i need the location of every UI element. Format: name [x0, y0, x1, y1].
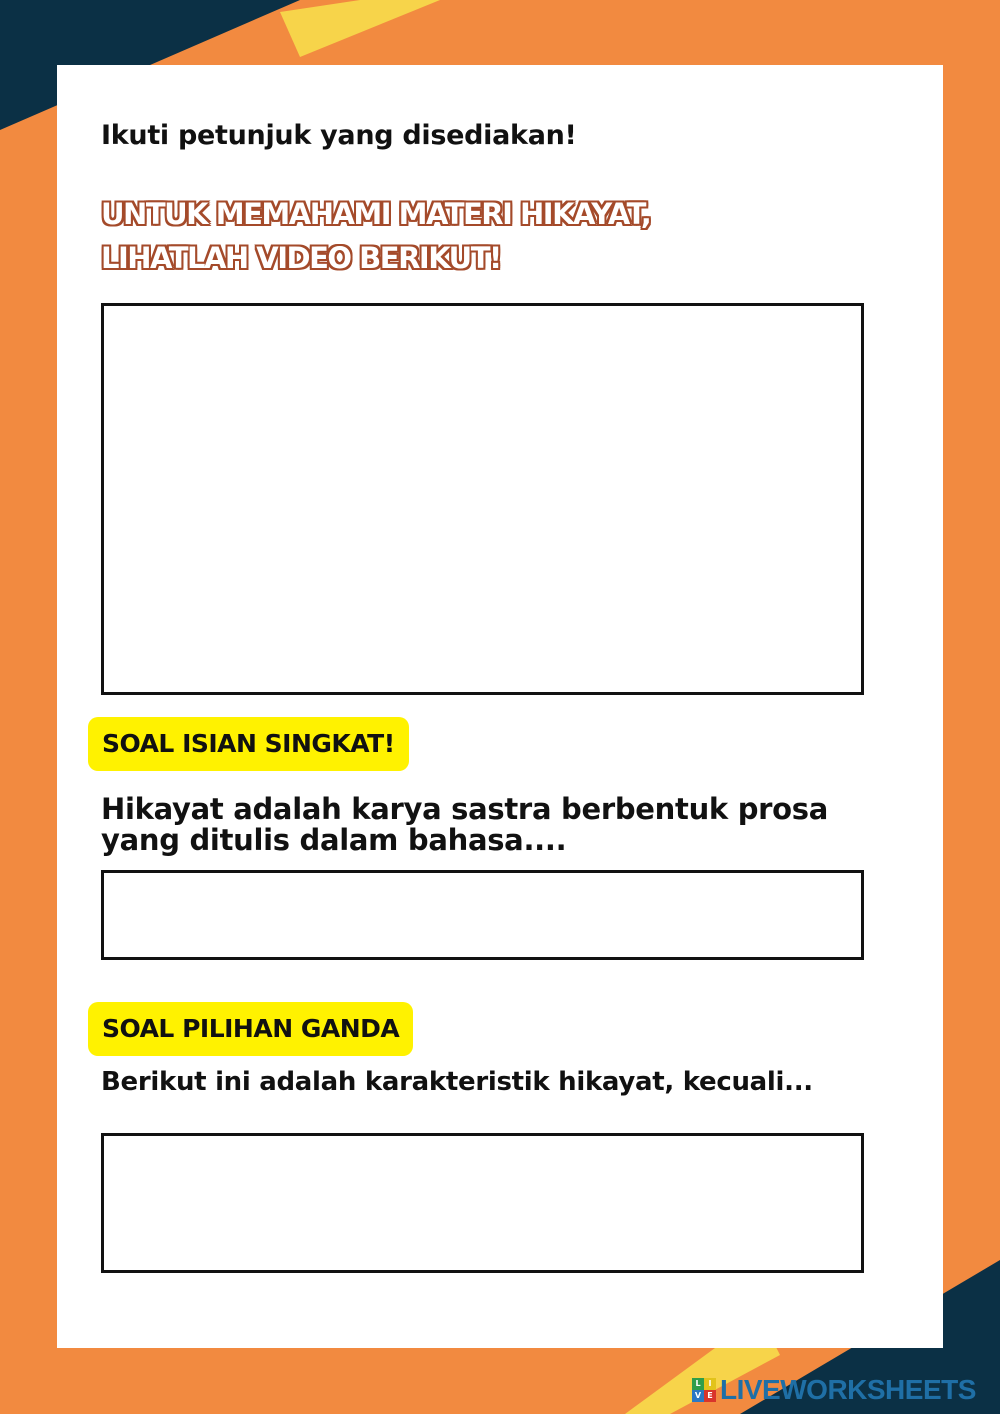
short-answer-question: Hikayat adalah karya sastra berbentuk prosa yang ditulis dalam bahasa.... [101, 792, 829, 857]
headline-line-2: LIHATLAH VIDEO BERIKUT! [101, 241, 501, 275]
headline-line-1: UNTUK MEMAHAMI MATERI HIKAYAT, [101, 197, 651, 231]
headline [101, 192, 650, 280]
brand-name: LIVEWORKSHEETS [720, 1374, 976, 1405]
multiple-choice-question: Berikut ini adalah karakteristik hikayat, kecuali... [101, 1067, 813, 1097]
instruction-text: Ikuti petunjuk yang disediakan! [101, 120, 577, 151]
logo-letter: I [704, 1378, 716, 1390]
logo-letter: E [704, 1390, 716, 1402]
multiple-choice-answer-area[interactable] [101, 1133, 864, 1273]
liveworksheets-logo-icon [692, 1378, 716, 1402]
video-placeholder[interactable] [101, 303, 864, 695]
logo-letter: V [692, 1390, 704, 1402]
section-label-short-answer: SOAL ISIAN SINGKAT! [88, 717, 409, 771]
logo-letter: L [692, 1378, 704, 1390]
short-answer-input[interactable] [101, 870, 864, 960]
liveworksheets-brand [692, 1375, 976, 1405]
section-label-multiple-choice: SOAL PILIHAN GANDA [88, 1002, 413, 1056]
